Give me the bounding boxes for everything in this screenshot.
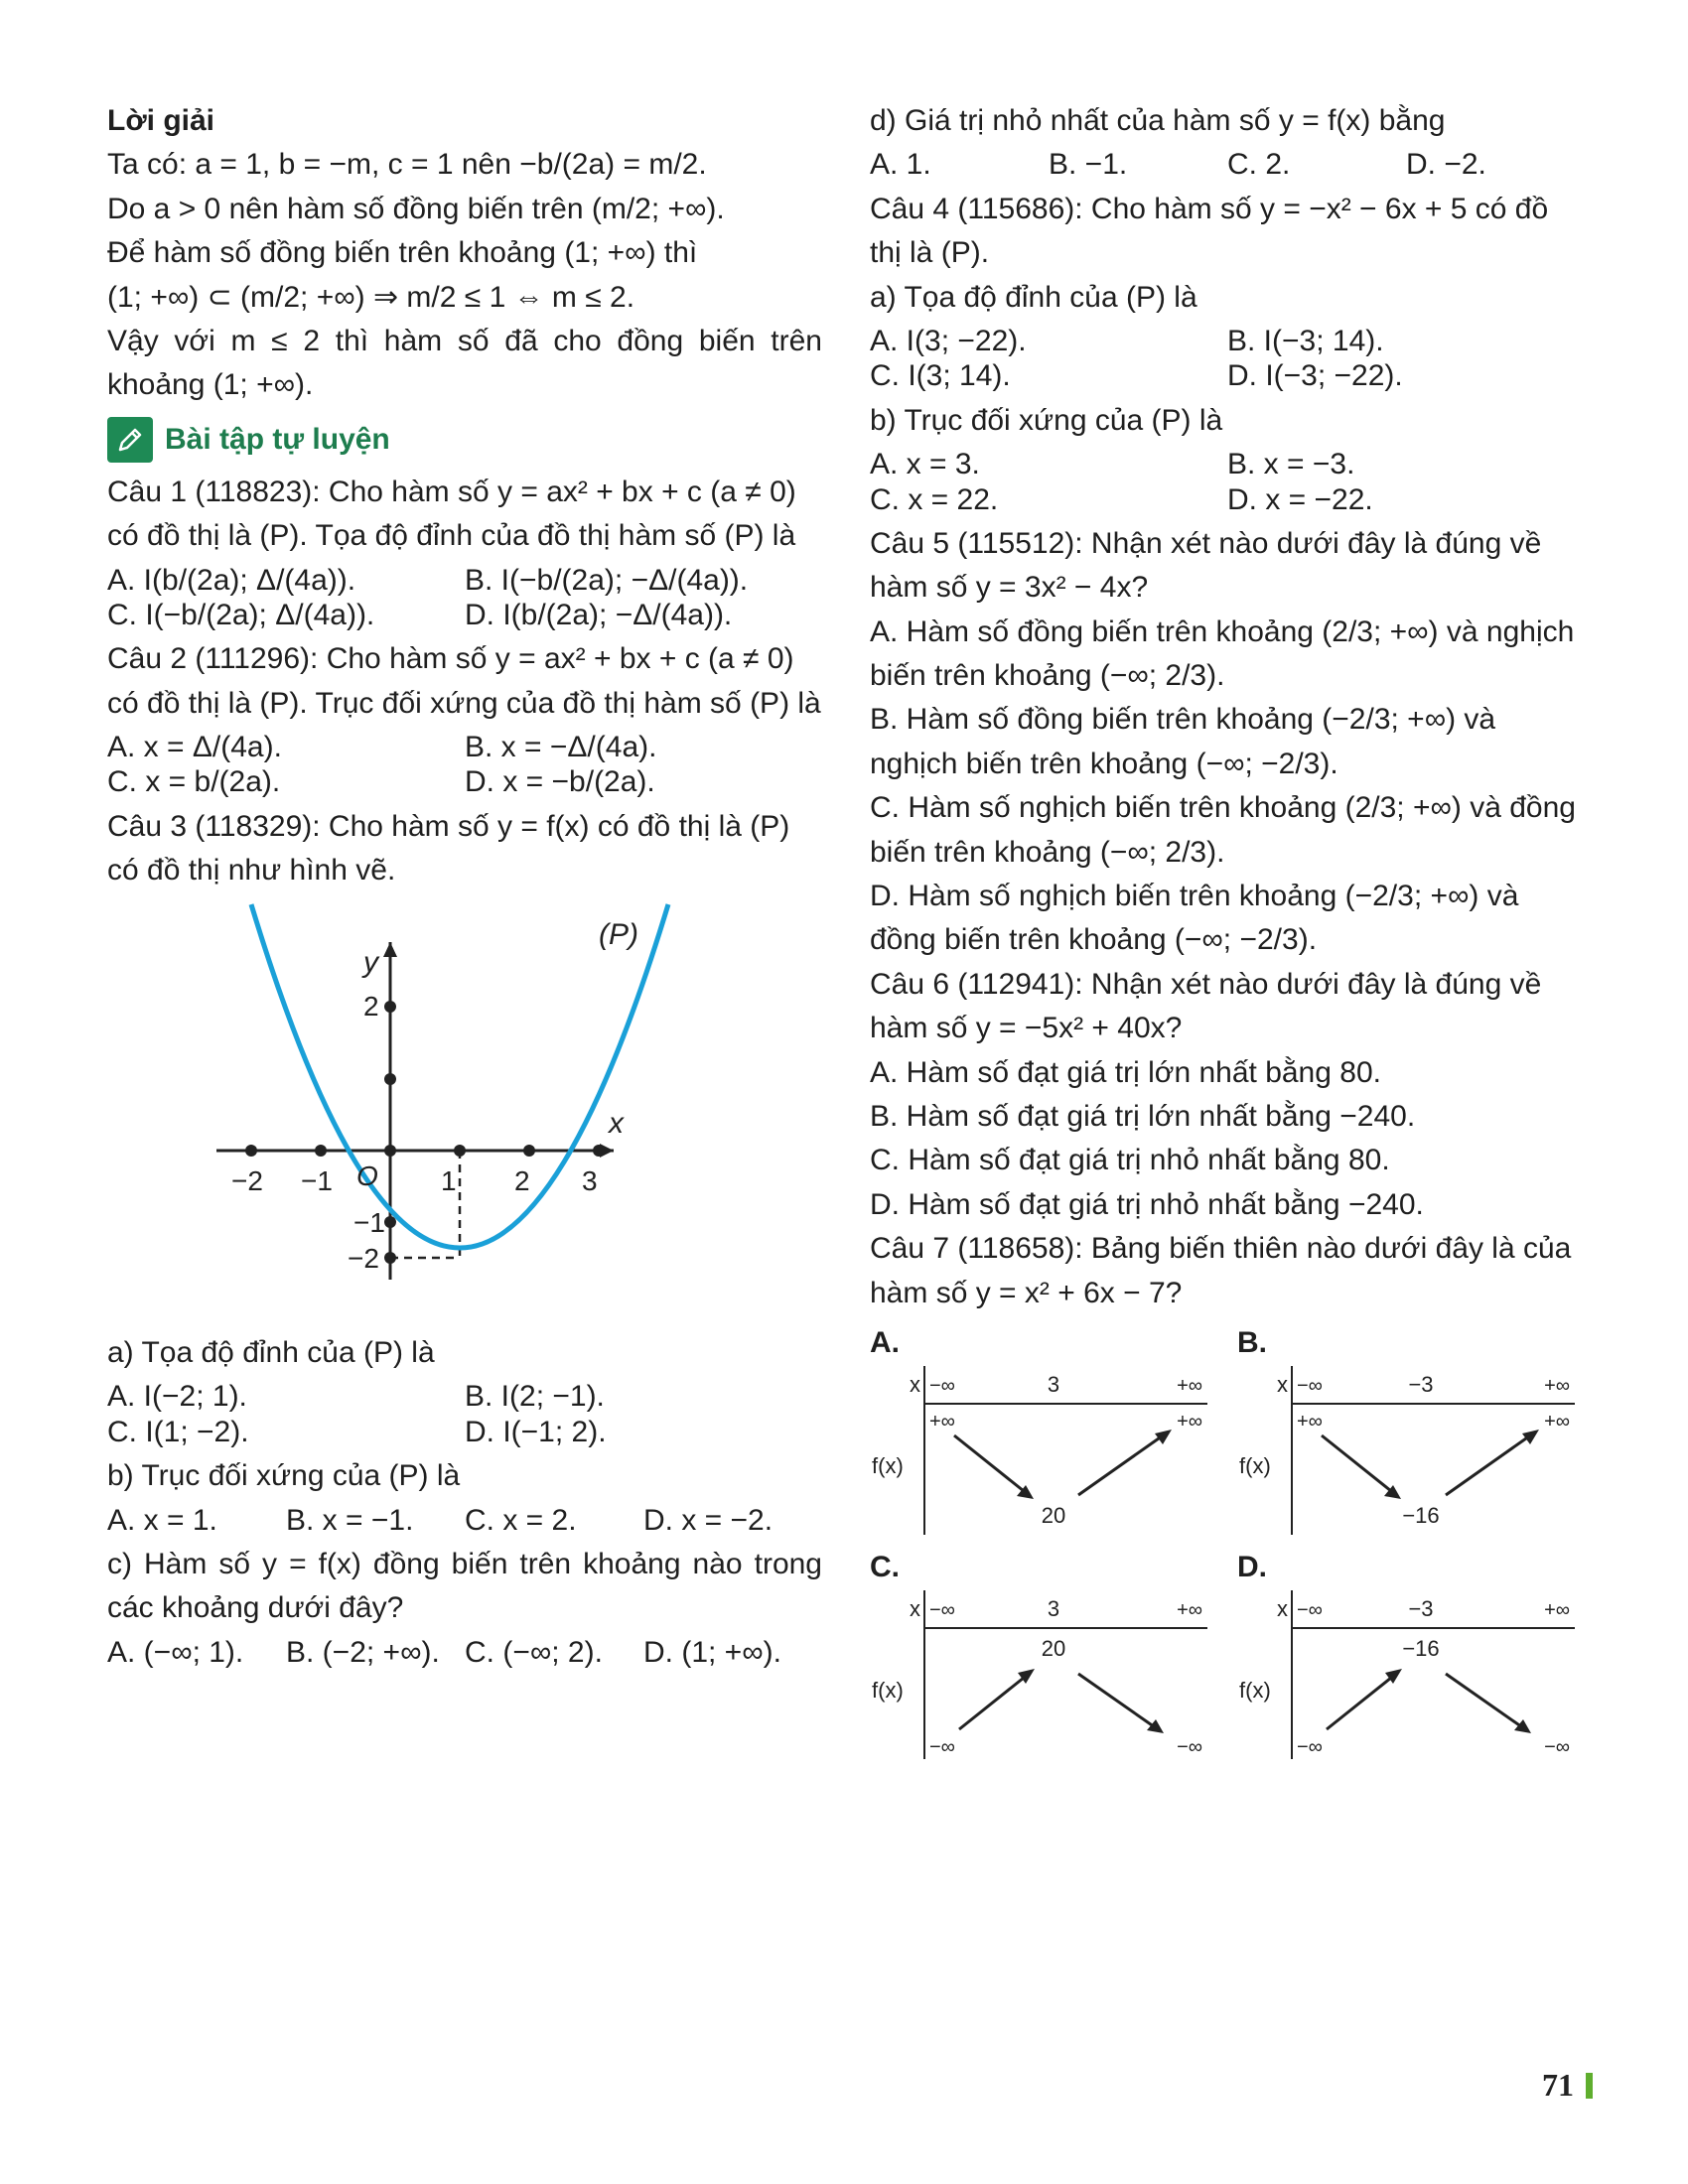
q1-option-d: D. I(b/(2a); −Δ/(4a)). xyxy=(465,598,733,631)
q3-line-1: Câu 3 (118329): Cho hàm số y = f(x) có đồ thị là (P) xyxy=(107,809,790,843)
q1-options xyxy=(107,563,822,633)
q3d-option-a: A. 1. xyxy=(870,148,931,182)
q5-option-a-line-1: A. Hàm số đồng biến trên khoảng (2/3; +∞) và nghịch xyxy=(870,614,1575,648)
table-b xyxy=(1237,1319,1585,1544)
table-c-svg xyxy=(870,1590,1207,1759)
q3a-options xyxy=(107,1379,822,1449)
table-a-svg xyxy=(870,1366,1207,1535)
solution-title: Lời giải xyxy=(107,104,215,137)
table-c-arrow-up xyxy=(959,1674,1029,1729)
q1-line-2: có đồ thị là (P). Tọa độ đỉnh của đồ thị hàm số (P) là xyxy=(107,519,796,553)
table-d-bottom-right: −∞ xyxy=(1544,1736,1570,1759)
table-d-arrow-down xyxy=(1446,1674,1525,1729)
q6-option-b: B. Hàm số đạt giá trị lớn nhất bằng −240. xyxy=(870,1099,1416,1133)
q1-line-1: Câu 1 (118823): Cho hàm số y = ax² + bx + c (a ≠ 0) xyxy=(107,475,796,508)
page-number: 71 xyxy=(1542,2067,1574,2103)
table-a-arrow-up xyxy=(1078,1433,1166,1495)
table-d-x-mid: −3 xyxy=(1408,1596,1434,1622)
solution-line-6: khoảng (1; +∞). xyxy=(107,368,314,402)
q1-option-a: A. I(b/(2a); Δ/(4a)). xyxy=(107,563,356,597)
q3c-options xyxy=(107,1635,822,1670)
q5-line-1: Câu 5 (115512): Nhận xét nào dưới đây là đúng về xyxy=(870,526,1542,560)
tick-x-neg1: −1 xyxy=(301,1164,333,1196)
table-b-arrow-up xyxy=(1446,1433,1533,1495)
point-y-1 xyxy=(384,1073,396,1085)
q3a-option-c: C. I(1; −2). xyxy=(107,1415,249,1448)
table-b-x-label: x xyxy=(1277,1372,1288,1398)
tick-x-3: 3 xyxy=(582,1164,598,1196)
q3-line-2: có đồ thị như hình vẽ. xyxy=(107,854,396,887)
table-b-top-left: +∞ xyxy=(1297,1411,1323,1433)
table-c-x-mid: 3 xyxy=(1047,1596,1060,1622)
table-a-top-right: +∞ xyxy=(1177,1411,1202,1433)
q3d-option-b: B. −1. xyxy=(1049,148,1128,182)
q3b-option-c: C. x = 2. xyxy=(465,1503,577,1537)
solution-line-5: Vậy với m ≤ 2 thì hàm số đã cho đồng biến trên xyxy=(107,324,822,357)
q5-option-d-line-2: đồng biến trên khoảng (−∞; −2/3). xyxy=(870,923,1318,957)
q4a-option-a: A. I(3; −22). xyxy=(870,324,1027,357)
point-y-2 xyxy=(384,1001,396,1013)
q3a-option-d: D. I(−1; 2). xyxy=(465,1415,607,1448)
q5-option-d-line-1: D. Hàm số nghịch biến trên khoảng (−2/3; +∞) và xyxy=(870,880,1519,913)
point-x-neg2 xyxy=(245,1145,257,1157)
q4b-option-d: D. x = −22. xyxy=(1227,482,1373,516)
y-axis-arrow xyxy=(383,942,397,957)
tick-x-neg2: −2 xyxy=(231,1164,263,1196)
variation-tables xyxy=(870,1319,1585,1768)
x-axis-label: x xyxy=(609,1106,624,1140)
table-d-svg xyxy=(1237,1590,1575,1759)
q2-option-a: A. x = Δ/(4a). xyxy=(107,731,282,764)
point-y-neg2 xyxy=(384,1252,396,1264)
table-b-extreme: −16 xyxy=(1402,1503,1440,1529)
q3d-option-c: C. 2. xyxy=(1227,148,1291,182)
q3b-options xyxy=(107,1503,822,1538)
q2-option-d: D. x = −b/(2a). xyxy=(465,765,655,799)
tick-y-neg1: −1 xyxy=(353,1206,385,1238)
q3c-line-2: các khoảng dưới đây? xyxy=(107,1591,404,1625)
q4b-option-a: A. x = 3. xyxy=(870,448,980,481)
table-d-arrow-up xyxy=(1327,1674,1396,1729)
q3d-options xyxy=(870,147,1585,182)
table-b-svg xyxy=(1237,1366,1575,1535)
table-a-x-mid: 3 xyxy=(1047,1372,1060,1398)
table-c-x-right: +∞ xyxy=(1177,1599,1202,1622)
q1-option-c: C. I(−b/(2a); Δ/(4a)). xyxy=(107,598,375,631)
solution-line-2: Do a > 0 nên hàm số đồng biến trên (m/2; +∞). xyxy=(107,192,725,225)
q3c-line-1: c) Hàm số y = f(x) đồng biến trên khoảng nào trong xyxy=(107,1547,822,1580)
q3a-option-a: A. I(−2; 1). xyxy=(107,1380,247,1414)
solution-line-1: Ta có: a = 1, b = −m, c = 1 nên −b/(2a) = m/2. xyxy=(107,148,707,182)
q3c-option-a: A. (−∞; 1). xyxy=(107,1635,244,1669)
y-axis-label: y xyxy=(363,945,378,979)
q5-option-b-line-1: B. Hàm số đồng biến trên khoảng (−2/3; +∞) và xyxy=(870,703,1496,737)
q2-line-2: có đồ thị là (P). Trục đối xứng của đồ thị hàm số (P) là xyxy=(107,686,821,720)
table-d-x-right: +∞ xyxy=(1544,1599,1570,1622)
q3b-stem: b) Trục đối xứng của (P) là xyxy=(107,1459,461,1493)
q3c-option-c: C. (−∞; 2). xyxy=(465,1635,603,1669)
solution-line-3: Để hàm số đồng biến trên khoảng (1; +∞) thì xyxy=(107,236,698,270)
q4-line-1: Câu 4 (115686): Cho hàm số y = −x² − 6x + 5 có đồ xyxy=(870,192,1549,225)
table-c-bottom-right: −∞ xyxy=(1177,1736,1202,1759)
q3c-option-d: D. (1; +∞). xyxy=(643,1635,781,1669)
q2-options xyxy=(107,730,822,800)
q2-line-1: Câu 2 (111296): Cho hàm số y = ax² + bx + c (a ≠ 0) xyxy=(107,642,794,676)
pencil-icon xyxy=(107,417,153,463)
table-a-extreme: 20 xyxy=(1041,1503,1066,1529)
q5-option-b-line-2: nghịch biến trên khoảng (−∞; −2/3). xyxy=(870,747,1338,780)
parabola-graph xyxy=(107,902,638,1319)
tick-x-2: 2 xyxy=(514,1164,530,1196)
q3b-option-a: A. x = 1. xyxy=(107,1503,217,1537)
q3d-option-d: D. −2. xyxy=(1406,148,1486,182)
q2-option-b: B. x = −Δ/(4a). xyxy=(465,731,657,764)
table-a-label: A. xyxy=(870,1325,900,1359)
parabola-figure xyxy=(107,902,822,1327)
q3a-stem: a) Tọa độ đỉnh của (P) là xyxy=(107,1336,435,1370)
table-d-arrowhead-down xyxy=(1514,1719,1531,1733)
q6-option-c: C. Hàm số đạt giá trị nhỏ nhất bằng 80. xyxy=(870,1144,1390,1177)
q3a-option-b: B. I(2; −1). xyxy=(465,1380,605,1414)
table-a-arrow-down xyxy=(954,1435,1029,1495)
q5-line-2: hàm số y = 3x² − 4x? xyxy=(870,571,1149,605)
point-x-neg1 xyxy=(315,1145,327,1157)
table-a-x-right: +∞ xyxy=(1177,1375,1202,1398)
table-c xyxy=(870,1544,1217,1768)
q6-line-2: hàm số y = −5x² + 40x? xyxy=(870,1012,1183,1045)
table-c-fx-label: f(x) xyxy=(872,1678,904,1704)
q4b-option-c: C. x = 22. xyxy=(870,482,999,516)
q5-option-a-line-2: biến trên khoảng (−∞; 2/3). xyxy=(870,659,1225,693)
table-d-label: D. xyxy=(1237,1550,1267,1583)
point-x-3 xyxy=(593,1145,605,1157)
left-column xyxy=(107,103,822,1679)
q1-option-b: B. I(−b/(2a); −Δ/(4a)). xyxy=(465,563,749,597)
table-b-arrowhead-up xyxy=(1522,1430,1539,1444)
point-y-neg1 xyxy=(384,1216,396,1228)
table-d-extreme: −16 xyxy=(1402,1636,1440,1662)
table-c-x-label: x xyxy=(910,1596,920,1622)
q3b-option-b: B. x = −1. xyxy=(286,1503,414,1537)
table-b-top-right: +∞ xyxy=(1544,1411,1570,1433)
q3b-option-d: D. x = −2. xyxy=(643,1503,774,1537)
table-a-top-left: +∞ xyxy=(929,1411,955,1433)
table-c-bottom-left: −∞ xyxy=(929,1736,955,1759)
table-c-arrowhead-down xyxy=(1147,1719,1164,1733)
table-b-x-mid: −3 xyxy=(1408,1372,1434,1398)
q6-line-1: Câu 6 (112941): Nhận xét nào dưới đây là đúng về xyxy=(870,967,1542,1001)
table-c-label: C. xyxy=(870,1550,900,1583)
table-a-x-left: −∞ xyxy=(929,1375,955,1398)
q4b-options xyxy=(870,447,1585,517)
table-d-fx-label: f(x) xyxy=(1239,1678,1271,1704)
tick-y-neg2: −2 xyxy=(348,1242,379,1274)
point-x-2 xyxy=(523,1145,535,1157)
table-a xyxy=(870,1319,1217,1544)
table-b-x-left: −∞ xyxy=(1297,1375,1323,1398)
q3d-stem: d) Giá trị nhỏ nhất của hàm số y = f(x) bằng xyxy=(870,104,1446,137)
q4-line-2: thị là (P). xyxy=(870,236,990,270)
tick-y-2: 2 xyxy=(363,990,379,1022)
section-title: Bài tập tự luyện xyxy=(165,423,390,457)
q7-line-2: hàm số y = x² + 6x − 7? xyxy=(870,1276,1183,1309)
q6-option-d: D. Hàm số đạt giá trị nhỏ nhất bằng −240. xyxy=(870,1187,1424,1221)
table-d xyxy=(1237,1544,1585,1768)
table-b-label: B. xyxy=(1237,1325,1267,1359)
point-x-1 xyxy=(454,1145,466,1157)
table-d-x-left: −∞ xyxy=(1297,1599,1323,1622)
q4b-stem: b) Trục đối xứng của (P) là xyxy=(870,403,1223,437)
q6-option-a: A. Hàm số đạt giá trị lớn nhất bằng 80. xyxy=(870,1055,1381,1089)
solution-line-4: (1; +∞) ⊂ (m/2; +∞) ⇒ m/2 ≤ 1 ⇔ m ≤ 2. xyxy=(107,280,635,314)
table-a-arrowhead-up xyxy=(1155,1430,1172,1444)
table-b-fx-label: f(x) xyxy=(1239,1453,1271,1479)
q4a-stem: a) Tọa độ đỉnh của (P) là xyxy=(870,280,1197,314)
q4a-options xyxy=(870,324,1585,394)
point-origin xyxy=(384,1145,396,1157)
table-a-fx-label: f(x) xyxy=(872,1453,904,1479)
q4a-option-d: D. I(−3; −22). xyxy=(1227,359,1403,393)
table-c-x-left: −∞ xyxy=(929,1599,955,1622)
q7-line-1: Câu 7 (118658): Bảng biến thiên nào dưới đây là của xyxy=(870,1232,1572,1266)
table-c-arrow-down xyxy=(1078,1674,1158,1729)
tick-x-1: 1 xyxy=(441,1164,457,1196)
q4b-option-b: B. x = −3. xyxy=(1227,448,1355,481)
section-heading xyxy=(107,417,822,463)
right-column xyxy=(870,103,1585,1768)
q5-option-c-line-2: biến trên khoảng (−∞; 2/3). xyxy=(870,835,1225,869)
q4a-option-b: B. I(−3; 14). xyxy=(1227,324,1384,357)
q4a-option-c: C. I(3; 14). xyxy=(870,359,1011,393)
table-b-arrow-down xyxy=(1322,1435,1396,1495)
table-c-extreme: 20 xyxy=(1041,1636,1066,1662)
table-d-x-label: x xyxy=(1277,1596,1288,1622)
table-b-x-right: +∞ xyxy=(1544,1375,1570,1398)
table-a-x-label: x xyxy=(910,1372,920,1398)
curve-label: (P) xyxy=(599,917,638,951)
q5-option-c-line-1: C. Hàm số nghịch biến trên khoảng (2/3; +∞) và đồng xyxy=(870,791,1576,825)
origin-label: O xyxy=(356,1160,378,1191)
q3c-option-b: B. (−2; +∞). xyxy=(286,1635,440,1669)
page-number-bar xyxy=(1586,2073,1593,2099)
table-d-bottom-left: −∞ xyxy=(1297,1736,1323,1759)
q2-option-c: C. x = b/(2a). xyxy=(107,765,281,799)
